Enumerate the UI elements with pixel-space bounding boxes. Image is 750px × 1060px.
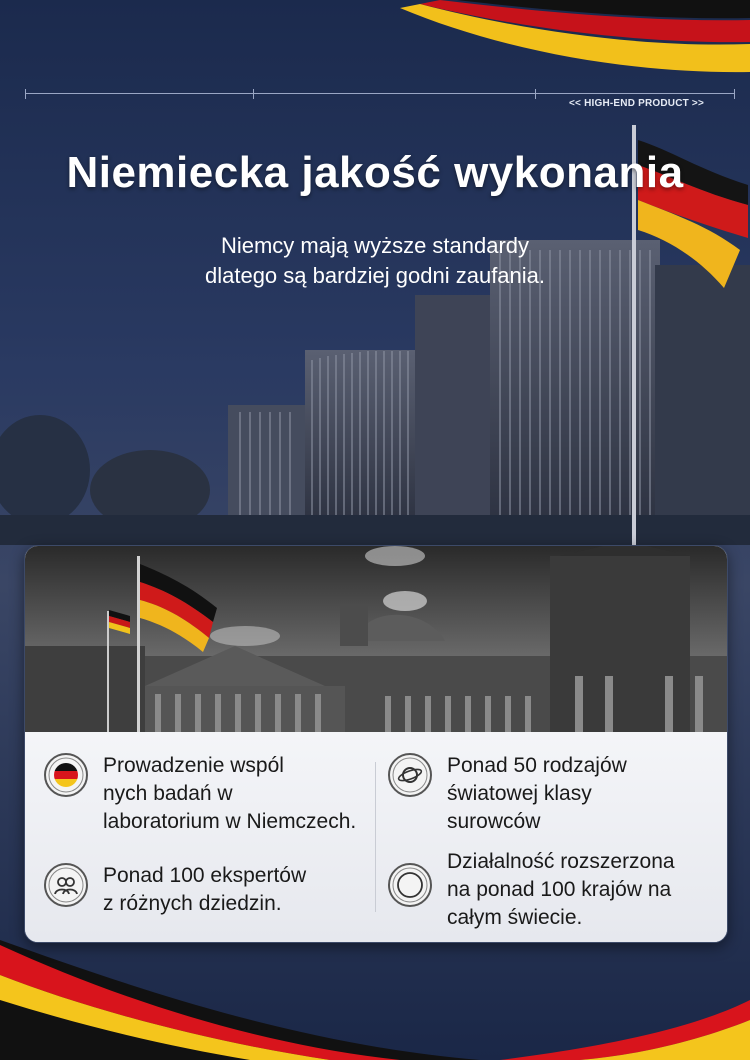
rule-tick bbox=[535, 89, 536, 99]
high-end-tag: << HIGH-END PRODUCT >> bbox=[569, 98, 704, 109]
feature-materials bbox=[387, 752, 627, 836]
subtitle-line-2: dlatego są bardziej godni zaufania. bbox=[204, 263, 546, 288]
rule-tick bbox=[25, 89, 26, 99]
feature-research bbox=[43, 752, 356, 836]
globe-badge-icon bbox=[387, 862, 433, 908]
feature-text-line: światowej klasy bbox=[447, 782, 592, 805]
feature-text-line: Prowadzenie wspól bbox=[103, 754, 284, 777]
rule-tick bbox=[253, 89, 254, 99]
rule-tick bbox=[734, 89, 735, 99]
features-card bbox=[24, 545, 728, 943]
feature-text-line: całym świecie. bbox=[447, 906, 583, 929]
feature-text-line: surowców bbox=[447, 810, 541, 833]
feature-countries bbox=[387, 848, 675, 932]
column-divider bbox=[375, 762, 376, 912]
reichstag-photo bbox=[25, 546, 727, 732]
feature-text-line: nych badań w bbox=[103, 782, 233, 805]
page-title: Niemiecka jakość wykonania bbox=[66, 148, 684, 197]
feature-text-line: Ponad 100 ekspertów bbox=[103, 864, 307, 887]
experts-badge-icon bbox=[43, 862, 89, 908]
feature-text-line: na ponad 100 krajów na bbox=[447, 878, 672, 901]
feature-text-line: z różnych dziedzin. bbox=[103, 892, 282, 915]
feature-text-line: laboratorium w Niemczech. bbox=[103, 810, 357, 833]
top-rule bbox=[25, 93, 735, 94]
subtitle-line-1: Niemcy mają wyższe standardy bbox=[220, 233, 530, 258]
feature-experts bbox=[43, 862, 306, 918]
planet-badge-icon bbox=[387, 752, 433, 798]
germany-flag-badge-icon bbox=[43, 752, 89, 798]
feature-text-line: Działalność rozszerzona bbox=[447, 850, 675, 873]
feature-text-line: Ponad 50 rodzajów bbox=[447, 754, 627, 777]
